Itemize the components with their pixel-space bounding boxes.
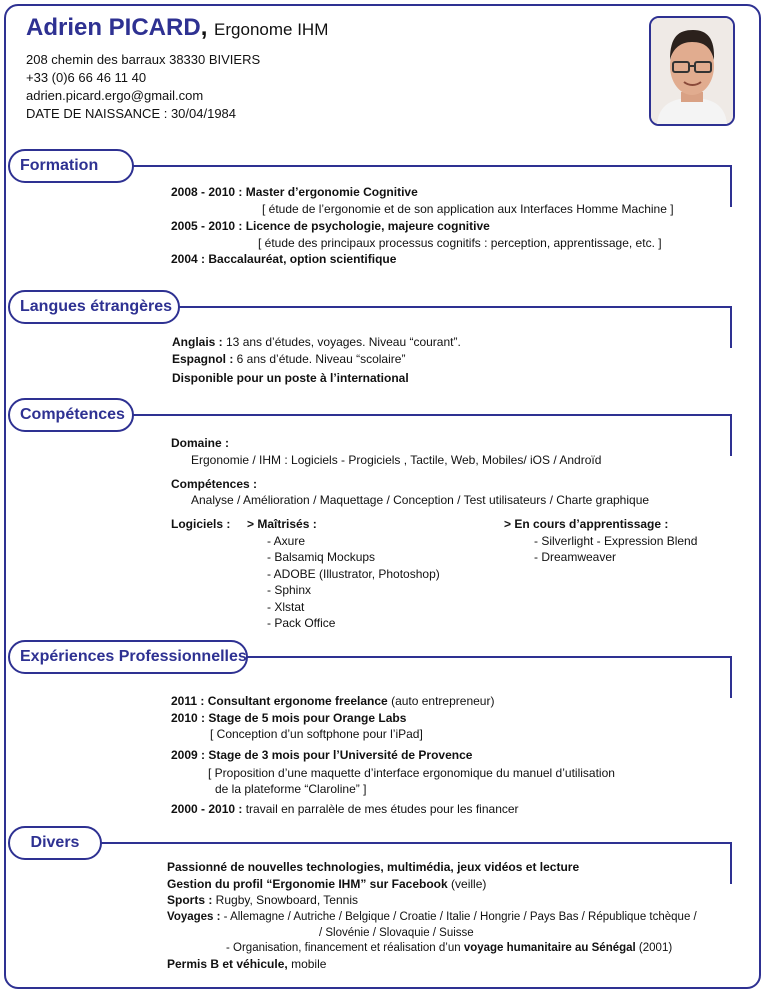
encours-item: - Silverlight - Expression Blend <box>534 534 698 548</box>
formation-detail-1: [ étude de l’ergonomie et de son application aux Interfaces Homme Machine ] <box>262 202 674 216</box>
section-divider <box>179 306 732 308</box>
experience-2-detail: [ Conception d’un softphone pour l’iPad] <box>210 727 423 741</box>
divers-humanitaire: - Organisation, financement et réalisation d’un voyage humanitaire au Sénégal (2001) <box>226 942 673 954</box>
maitrise-item: - Sphinx <box>267 583 312 597</box>
formation-line-2: 2005 - 2010 : Licence de psychologie, majeure cognitive <box>171 219 490 233</box>
maitrises-label: > Maîtrisés : <box>247 517 317 531</box>
section-divider-end <box>730 656 732 698</box>
address: 208 chemin des barraux 38330 BIVIERS <box>26 52 261 67</box>
maitrise-item: - Balsamiq Mockups <box>267 550 376 564</box>
competences-value: Analyse / Amélioration / Maquettage / Conception / Test utilisateurs / Charte graphique <box>191 493 650 507</box>
divers-sports: Sports : Rugby, Snowboard, Tennis <box>167 893 358 907</box>
maitrise-item: - Xlstat <box>267 600 305 614</box>
maitrise-item: - ADOBE (Illustrator, Photoshop) <box>267 567 440 581</box>
maitrise-item: - Pack Office <box>267 616 336 630</box>
langue-international: Disponible pour un poste à l’international <box>172 371 409 385</box>
competences-label: Compétences : <box>171 477 258 491</box>
section-langues: Langues étrangères <box>8 290 180 324</box>
encours-label: > En cours d’apprentissage : <box>504 517 669 531</box>
section-experiences: Expériences Professionnelles <box>8 640 248 674</box>
section-divider <box>133 414 732 416</box>
experience-2: 2010 : Stage de 5 mois pour Orange Labs <box>171 711 407 725</box>
langue-espagnol: Espagnol : 6 ans d’étude. Niveau “scolaire” <box>172 352 406 366</box>
job-title: Ergonome IHM <box>214 20 329 39</box>
encours-item: - Dreamweaver <box>534 550 617 564</box>
maitrise-item: - Axure <box>267 534 306 548</box>
logiciels-label: Logiciels : <box>171 517 231 531</box>
formation-detail-2: [ étude des principaux processus cognitifs : perception, apprentissage, etc. ] <box>258 236 662 250</box>
divers-facebook: Gestion du profil “Ergonomie IHM” sur Facebook (veille) <box>167 877 487 891</box>
section-divers: Divers <box>8 826 102 860</box>
experience-3-detail: [ Proposition d’une maquette d’interface ergonomique du manuel d’utilisation <box>208 766 615 780</box>
candidate-name: Adrien PICARD, Ergonome IHM <box>26 14 329 41</box>
domaine-value: Ergonomie / IHM : Logiciels - Progiciels , Tactile, Web, Mobiles/ iOS / Androïd <box>191 453 602 467</box>
formation-line-1: 2008 - 2010 : Master d’ergonomie Cognitive <box>171 185 418 199</box>
section-divider-end <box>730 414 732 456</box>
experience-1: 2011 : Consultant ergonome freelance (auto entrepreneur) <box>171 694 495 708</box>
langue-anglais: Anglais : 13 ans d’études, voyages. Niveau “courant”. <box>172 335 461 349</box>
domaine-label: Domaine : <box>171 436 230 450</box>
section-competences: Compétences <box>8 398 134 432</box>
experience-4: 2000 - 2010 : travail en parralèle de mes études pour les financer <box>171 802 519 816</box>
section-divider <box>101 842 732 844</box>
experience-3: 2009 : Stage de 3 mois pour l’Université de Provence <box>171 748 473 762</box>
email: adrien.picard.ergo@gmail.com <box>26 88 204 103</box>
experience-3-detail: de la plateforme “Claroline” ] <box>215 782 367 796</box>
phone: +33 (0)6 66 46 11 40 <box>26 70 147 85</box>
divers-voyages: Voyages : - Allemagne / Autriche / Belgique / Croatie / Italie / Hongrie / Pays Bas / République tchèque / <box>167 911 697 923</box>
profile-photo <box>649 16 735 126</box>
section-divider-end <box>730 306 732 348</box>
section-divider-end <box>730 165 732 207</box>
section-formation: Formation <box>8 149 134 183</box>
section-divider <box>133 165 732 167</box>
divers-passions: Passionné de nouvelles technologies, multimédia, jeux vidéos et lecture <box>167 860 580 874</box>
divers-permis: Permis B et véhicule, mobile <box>167 957 327 971</box>
formation-line-3: 2004 : Baccalauréat, option scientifique <box>171 252 397 266</box>
section-divider-end <box>730 842 732 884</box>
divers-voyages-cont: / Slovénie / Slovaquie / Suisse <box>319 927 474 939</box>
birth-date: DATE DE NAISSANCE : 30/04/1984 <box>26 106 237 121</box>
section-divider <box>247 656 732 658</box>
